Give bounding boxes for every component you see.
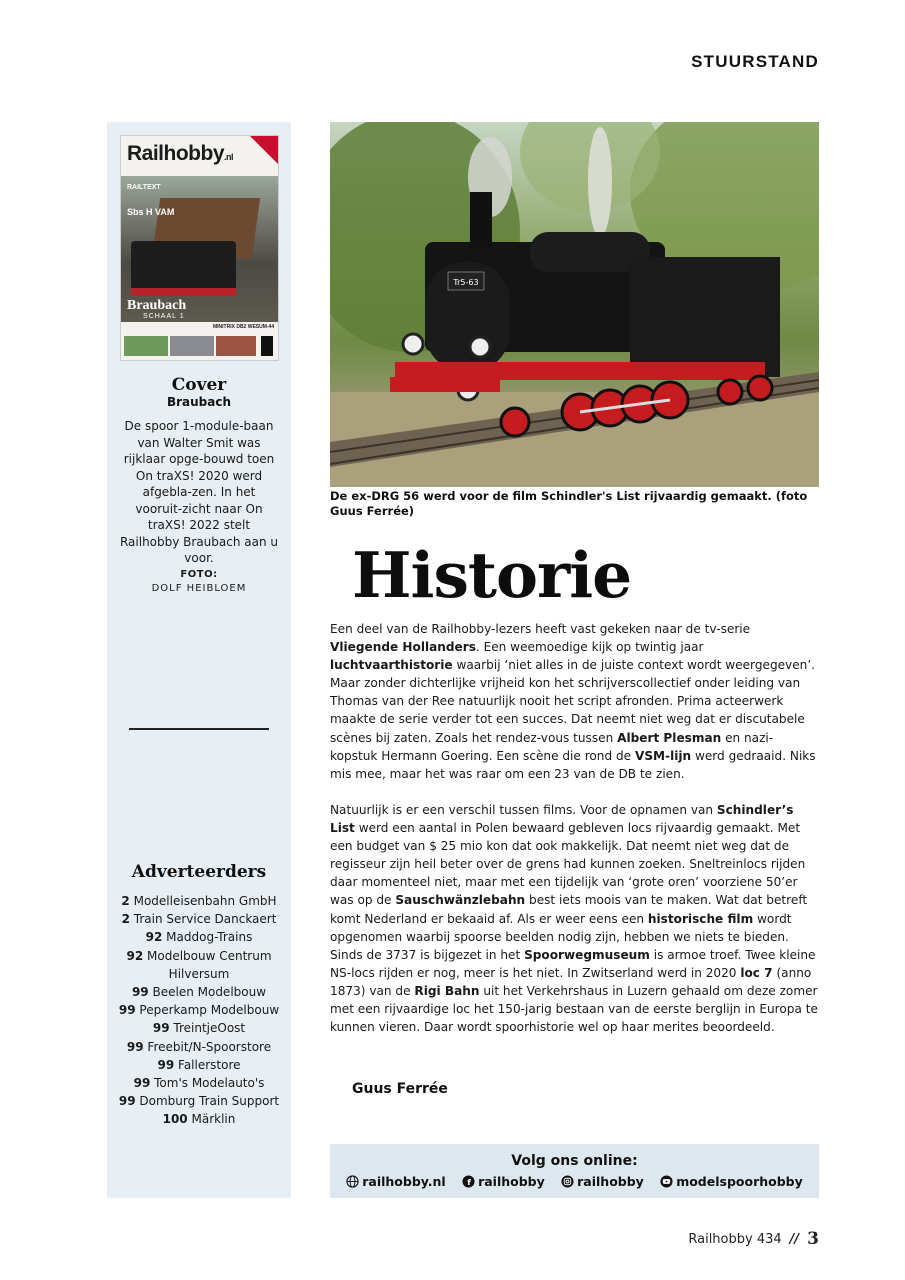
page-footer: [688, 1229, 819, 1249]
cover-mini-photo-1: [124, 336, 168, 356]
cover-subheading: Braubach: [166, 395, 232, 409]
follow-online-box: [330, 1144, 819, 1198]
svg-text:f: f: [467, 1177, 471, 1188]
cover-tag-sbs: Sbs H VAM: [127, 207, 175, 217]
hero-photo[interactable]: [330, 122, 819, 487]
cover-description: De spoor 1-module-baan van Walter Smit was rijklaar opge-bouwd toen On traXS! 2020 werd afgebla-zen. In het vooruit-zicht naar On traXS! 2022 stelt Railhobby Braubach aan u voor.: [119, 419, 279, 565]
advertisers-heading: Adverteerders: [131, 862, 267, 882]
advertiser-item: 99 Fallerstore: [157, 1057, 241, 1072]
sidebar-divider: [129, 728, 269, 730]
advertiser-item: 99 TreintjeOost: [152, 1021, 246, 1036]
page-number: 3: [807, 1229, 819, 1249]
cover-locomotive-frame: [131, 288, 236, 296]
instagram-link[interactable]: railhobby: [561, 1174, 644, 1189]
advertiser-item: 92 Modelbouw Centrum Hilversum: [126, 948, 272, 981]
advertiser-item: 2 Modelleisenbahn GmbH: [121, 894, 277, 908]
globe-icon: [346, 1175, 359, 1188]
footer-separator: //: [789, 1231, 800, 1247]
advertiser-item: 99 Tom's Modelauto's: [133, 1076, 265, 1091]
cover-mini-photo-2: [170, 336, 214, 356]
website-link[interactable]: railhobby.nl: [346, 1174, 445, 1189]
footer-magazine: Railhobby 434: [688, 1231, 782, 1247]
cover-heading: Cover: [171, 375, 227, 395]
advertiser-item: 100 Märklin: [162, 1112, 236, 1127]
youtube-link[interactable]: modelspoorhobby: [660, 1174, 803, 1189]
cover-subtitle: SCHAAL 1: [143, 313, 185, 320]
advertiser-item: 99 Domburg Train Support: [118, 1094, 280, 1109]
advertiser-item: 2 Train Service Danckaert: [121, 912, 277, 927]
facebook-link[interactable]: f railhobby: [462, 1174, 545, 1189]
advertiser-item: 99 Beelen Modelbouw: [131, 985, 267, 1000]
advertiser-item: 99 Freebit/N-Spoorstore: [126, 1039, 272, 1054]
article-author: Guus Ferrée: [352, 1081, 448, 1097]
section-label: STUURSTAND: [691, 52, 819, 71]
cover-title: Braubach: [127, 298, 187, 313]
photo-caption: De ex-DRG 56 werd voor de film Schindler's List rijvaardig gemaakt. (foto Guus Ferrée): [330, 489, 808, 518]
article-paragraph-1: Een deel van de Railhobby-lezers heeft vast gekeken naar de tv-serie Vliegende Hollanders. Een weemoedige kijk op twintig jaar luchtvaarthistorie waarbij ‘niet alles in de juiste context wordt weergegeven’. Maar zonder dichterlijke vrijheid kon het schrijverscollectief onder leiding van Thomas van der Ree natuurlijk nooit het script afronden. Prima acteerwerk maakte de serie verder tot een succes. Dat neemt niet weg dat er discutabele scènes bij zaten. Zoals het rendez-vous tussen Albert Plesman en nazi-kopstuk Hermann Goering. Een scène die rond de VSM-lijn werd gedraaid. Niks mis mee, maar het was raar om een 23 van de DB te zien.: [330, 622, 816, 781]
cover-corner-badge: [250, 136, 278, 164]
cover-credit-name: DOLF HEIBLOEM: [151, 583, 247, 594]
youtube-icon: [660, 1175, 673, 1188]
instagram-icon: [561, 1175, 574, 1188]
advertiser-item: 92 Maddog-Trains: [145, 930, 253, 945]
sidebar: [107, 122, 291, 1198]
follow-links: [330, 1174, 819, 1191]
loco-number: Tr5-63: [453, 278, 479, 287]
cover-strip-text: MINITRIX DB2 WESUM-44: [213, 324, 275, 330]
article-headline: Historie: [352, 538, 632, 612]
article-paragraph-2: Natuurlijk is er een verschil tussen films. Voor de opnamen van Schindler’s List werd een aantal in Polen bewaard gebleven locs rijvaardig gemaakt. Met een budget van $ 25 mio kon dat ook makkelijk. Dat neemt niet weg dat de regisseur zijn heil beter over de grens had kunnen zoeken. Sneltreinlocs rijden daar momenteel niet, maar met een tijdelijk van ‘grote oren’ voorziene 50’er was op de Sauschwänzlebahn best iets moois van te maken. Wat dat betreft komt Nederland er bekaaid af. Als er weer eens een historische film wordt opgenomen waarbij spoorse beelden nodig zijn, hebben we niets te bieden. Sinds de 3737 is bijgezet in het Spoorwegmuseum is armoe troef. Twee kleine NS-locs rijden er nog, meer is het niet. In Zwitserland werd in 2020 loc 7 (anno 1873) van de Rigi Bahn uit het Verkehrshaus in Luzern gehaald om deze zomer met een rijvaardige loc het 150-jarig bestaan van de eerste berglijn in Europa te kunnen vieren. Daar wordt spoorhistorie wel op haar merites beoordeeld.: [330, 803, 818, 1035]
cover-tag-railtext: RAILTEXT: [127, 184, 161, 191]
cover-barcode: [261, 336, 273, 356]
advertisers-list: [111, 892, 287, 1129]
follow-title: Volg ons online:: [511, 1153, 638, 1169]
facebook-icon: [462, 1175, 475, 1188]
cover-credit-label: FOTO:: [180, 569, 218, 580]
cover-masthead-title: Railhobby.nl: [127, 142, 234, 165]
advertiser-item: 99 Peperkamp Modelbouw: [118, 1003, 280, 1018]
cover-thumbnail[interactable]: [120, 135, 279, 361]
steam-locomotive-illustration: [330, 122, 819, 487]
cover-mini-photo-3: [216, 336, 256, 356]
